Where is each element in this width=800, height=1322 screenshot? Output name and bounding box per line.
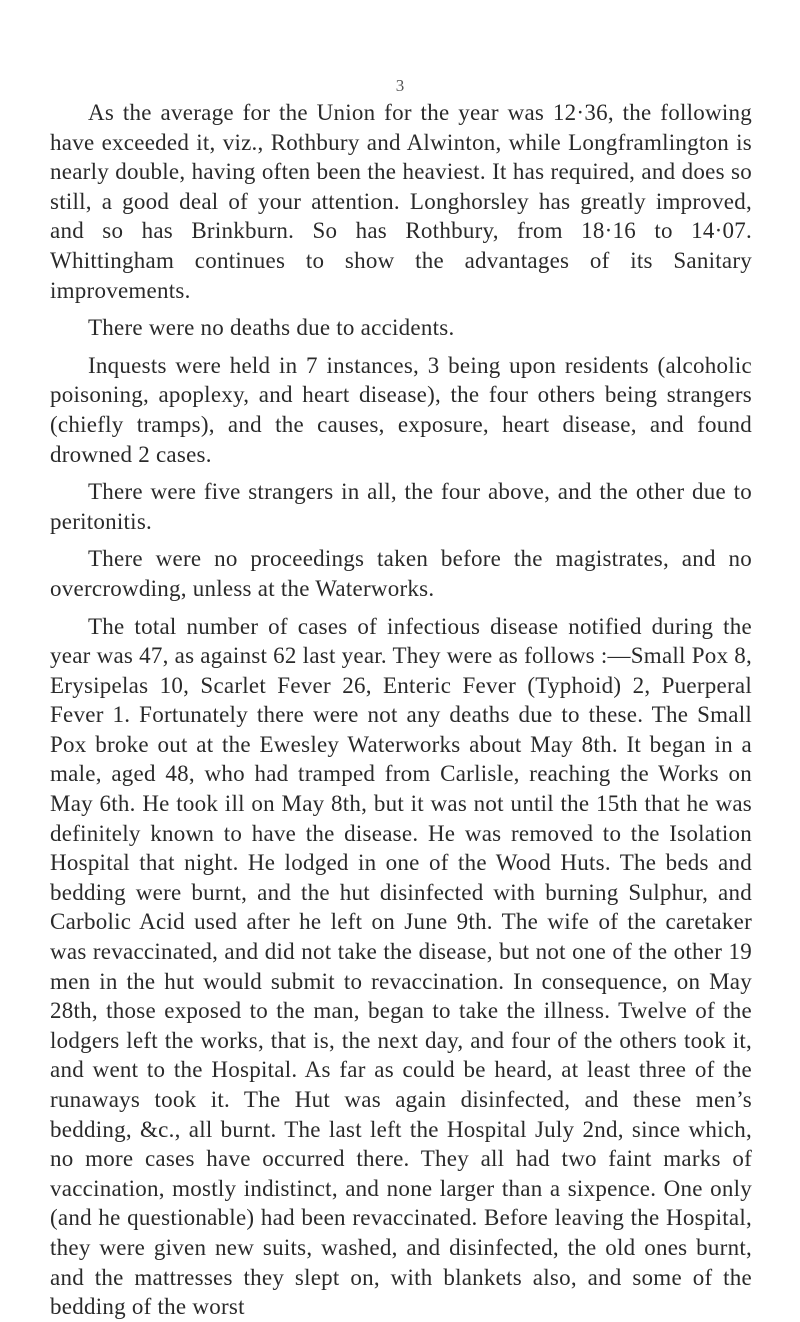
paragraph-infectious-disease: The total number of cases of infectious disease notified during the year was 47, as against 62 last year. They were as follows :—Small Pox 8, Erysipelas 10, Scarlet Fever 26, Enteric Fever (Typhoid) 2, Puerperal Fever 1. Fortunately there were not any deaths due to these. The Small Pox broke out at the Ewesley Waterworks about May 8th. It began in a male, aged 48, who had tramped from Carlisle, reaching the Works on May 6th. He took ill on May 8th, but it was not until the 15th that he was definitely known to have the disease. He was removed to the Isolation Hospital that night. He lodged in one of the Wood Huts. The beds and bedding were burnt, and the hut disinfected with burning Sulphur, and Carbolic Acid used after he left on June 9th. The wife of the caretaker was revaccinated, and did not take the disease, but not one of the other 19 men in the hut would submit to revaccination. In consequence, on May 28th, those exposed to the man, began to take the illness. Twelve of the lodgers left the works, that is, the next day, and four of the others took it, and went to the Hospital. As far as could be heard, at least three of the runaways took it. The Hut was again disinfected, and these men’s bedding, &c., all burnt. The last left the Hospital July 2nd, since which, no more cases have occurred there. They all had two faint marks of vaccination, mostly indistinct, and none larger than a sixpence. One only (and he questionable) had been revaccinated. Before leaving the Hospital, they were given new suits, washed, and disinfected, the old ones burnt, and the mattresses they slept on, with blankets also, and some of the bedding of the worst (50, 613, 752, 1320)
paragraph-union-average: As the average for the Union for the year was 12·36, the following have exceeded it, viz., Rothbury and Alwinton, while Longframlington is nearly double, having often been the heaviest. It has required, and does so still, a good deal of your attention. Longhorsley has greatly improved, and so has Brinkburn. So has Rothbury, from 18·16 to 14·07. Whittingham continues to show the advantages of its Sanitary improvements. (50, 100, 752, 303)
paragraph-proceedings: There were no proceedings taken before the magistrates, and no overcrowding, unless at the Waterworks. (50, 546, 752, 601)
paragraph-accidents: There were no deaths due to accidents. (88, 315, 455, 341)
page-number: 3 (395, 76, 405, 95)
paragraph-strangers: There were five strangers in all, the four above, and the other due to peritonitis. (50, 479, 752, 534)
paragraph-inquests: Inquests were held in 7 instances, 3 being upon residents (alcoholic poisoning, apoplexy, and heart disease), the four others being strangers (chiefly tramps), and the causes, exposure, heart disease, and found drowned 2 cases. (50, 352, 752, 467)
body-text (50, 98, 752, 1322)
